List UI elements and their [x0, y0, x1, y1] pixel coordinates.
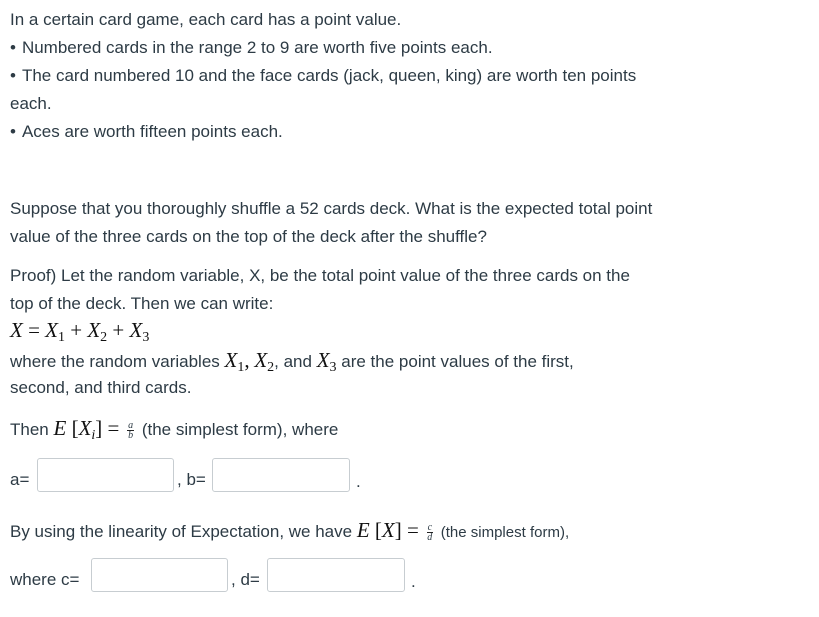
x3-symbol: $X_3$ [316, 348, 337, 375]
a-answer-input[interactable] [38, 459, 173, 491]
x1-symbol: $X_1$, [224, 348, 250, 375]
bullet-mark: • [10, 66, 16, 85]
b-answer-input[interactable] [213, 459, 349, 491]
bullet-item [10, 65, 636, 87]
b-answer-box[interactable] [212, 458, 350, 492]
question-line-1: Suppose that you thoroughly shuffle a 52 cards deck. What is the expected total point [10, 199, 653, 218]
a-label: a= [10, 470, 30, 489]
bullet-item [10, 121, 283, 143]
d-answer-box[interactable] [267, 558, 405, 592]
proof-line-1: Proof) Let the random variable, X, be the total point value of the three cards on the [10, 266, 630, 285]
linearity-line: By using the linearity of Expectation, we have E [X] = $\frac{c}{d}$ (the simplest form), [10, 518, 570, 544]
fraction-a-over-b: $\frac{a}{b}$ [128, 420, 134, 442]
where-line-2: second, and third cards. [10, 378, 192, 397]
c-answer-input[interactable] [92, 559, 227, 591]
proof-line-2: top of the deck. Then we can write: [10, 294, 274, 313]
expectation-line: Then E $[X_i]$ = $\frac{a}{b}$ (the simplest form), where [10, 416, 339, 443]
period: . [411, 572, 416, 591]
x2-symbol: $X_2$ [254, 348, 275, 375]
a-answer-box[interactable] [37, 458, 174, 492]
period: . [356, 472, 361, 491]
bullet-text: Numbered cards in the range 2 to 9 are worth five points each. [21, 38, 493, 57]
fraction-c-over-d: $\frac{c}{d}$ [427, 522, 433, 544]
bullet-continuation: each. [10, 94, 52, 113]
b-label: , b= [177, 470, 206, 489]
bullet-mark: • [10, 38, 16, 57]
c-label: where c= [10, 570, 80, 589]
d-label: , d= [231, 570, 260, 589]
sum-equation: $X = X_1 + X_2 + X_3$ [10, 318, 150, 345]
bullet-text: The card numbered 10 and the face cards (jack, queen, king) are worth ten points [21, 66, 637, 85]
d-answer-input[interactable] [268, 559, 404, 591]
question-line-2: value of the three cards on the top of the deck after the shuffle? [10, 227, 487, 246]
where-line-1: where the random variables $X_1$, $X_2$, and $X_3$ are the point values of the first, [10, 348, 574, 375]
c-answer-box[interactable] [91, 558, 228, 592]
bullet-item [10, 37, 493, 59]
intro-text: In a certain card game, each card has a point value. [10, 10, 402, 29]
bullet-text: Aces are worth fifteen points each. [21, 122, 283, 141]
bullet-mark: • [10, 122, 16, 141]
